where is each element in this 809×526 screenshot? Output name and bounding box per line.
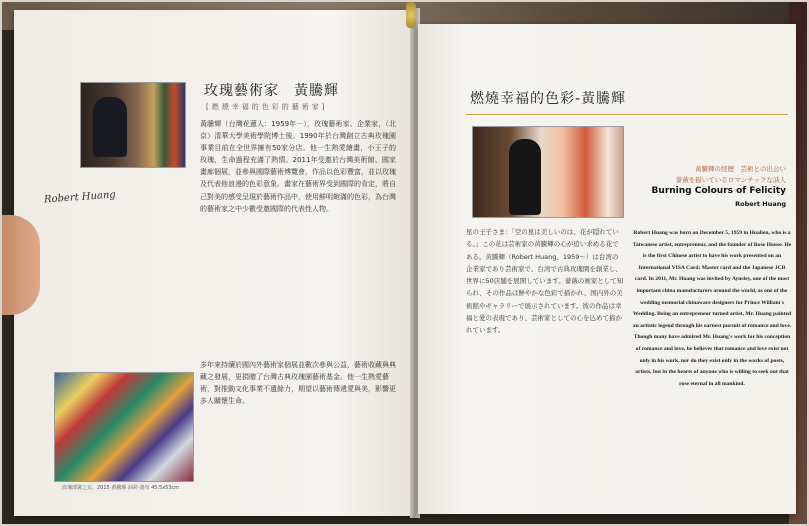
left-page-title: 玫瑰藝術家 黃騰輝 [204, 83, 339, 99]
left-page-body-footer: 多年來持續於國內外藝術家個展並數次參與公益，藝術收藏與典藏之發展，更捐贈了台灣古典玫瑰園藝術基金。他一生熱愛藝術，對推動文化事業不遺餘力，期望以藝術傳遞愛與美，影響更多人關懷生命。 [200, 361, 396, 406]
left-page-body: 黃騰輝（台灣花蓮人：1959年－），玫瑰藝術家、企業家，（北京）清華大學美術學院博士後。1990年於台灣創立古典玫瑰園事業目前在全世界擁有50家分店。他一生熱愛繪畫，小王子的玫瑰，生命過程充滿了熱情。2011年受邀於台灣美術館、國家畫廊個展，並參與國際藝術博覽會，作品以色彩豐富，並以玫瑰及代表他浪漫的色彩意象。畫家在藝術界受到國際的肯定，將自己對美的感受呈現於藝術作品中，使用鮮明飽滿的色彩，為台灣的藝術家之中少數受邀國際的代表性人物。 [200, 120, 396, 213]
english-body: Robert Huang was born on December 5, 1959 in Hualien, who is a Taiwanese artist, entrepreneur, and the founder of Rose House. He is the first Chinese artist to have his work presented on an International VISA Card; Master card and the Japanese JCB card. In 2011, Mr. Huang was invited by Aynsley, one of the most important china manufacturers around the world, as one of the wedding memorial chinaware designers for Prince William's Wedding. Being an entrepreneur turned artist, Mr. Huang painted an artistic legend through his earnest pursuit of romance and love. Though many have admired Mr. Huang's work for his conception of romance and love, he believes that romance and love exist not only in his work, nor do they exist only in the works of poets, artists, but in the hearts of anyone who is willing to seek out that rose eternal in all mankind. [632, 230, 792, 387]
painting-caption: 玫瑰部署之女，2015 黃騰輝 油彩·畫布 45.5x53cm [62, 485, 180, 491]
english-heading: Burning Colours of Felicity [651, 186, 786, 196]
left-page-subtitle: [燃燒幸福的色彩的藝術家] [206, 103, 328, 111]
jp-tagline-line-2: 薔薇を描いているロマンチックな詩人 [675, 176, 786, 184]
english-author: Robert Huang [735, 200, 786, 208]
right-page-title: 燃燒幸福的色彩-黃騰輝 [470, 91, 627, 107]
japanese-body: 星の王子さま：「空の星は美しいのは、花が隠れている。」この花は芸術家の黄騰輝の心が追い求める花である。黄騰輝（Robert Huang、1959〜）は台湾の企業家であり芸術家で、台湾で古典玫瑰園を創業し、世界に50店舗を展開しています。薔薇の画家として知られ、その作品は鮮やかな色彩で描かれ、国内外の美術館やギャラリーで展示されています。彼の作品は幸福と愛の表現であり、芸術家としての心を込めて描かれています。 [466, 228, 624, 335]
signature: Robert Huang [43, 189, 117, 206]
jp-tagline-line-1: 黃騰輝の経歴 芸術との出会い [695, 165, 786, 173]
